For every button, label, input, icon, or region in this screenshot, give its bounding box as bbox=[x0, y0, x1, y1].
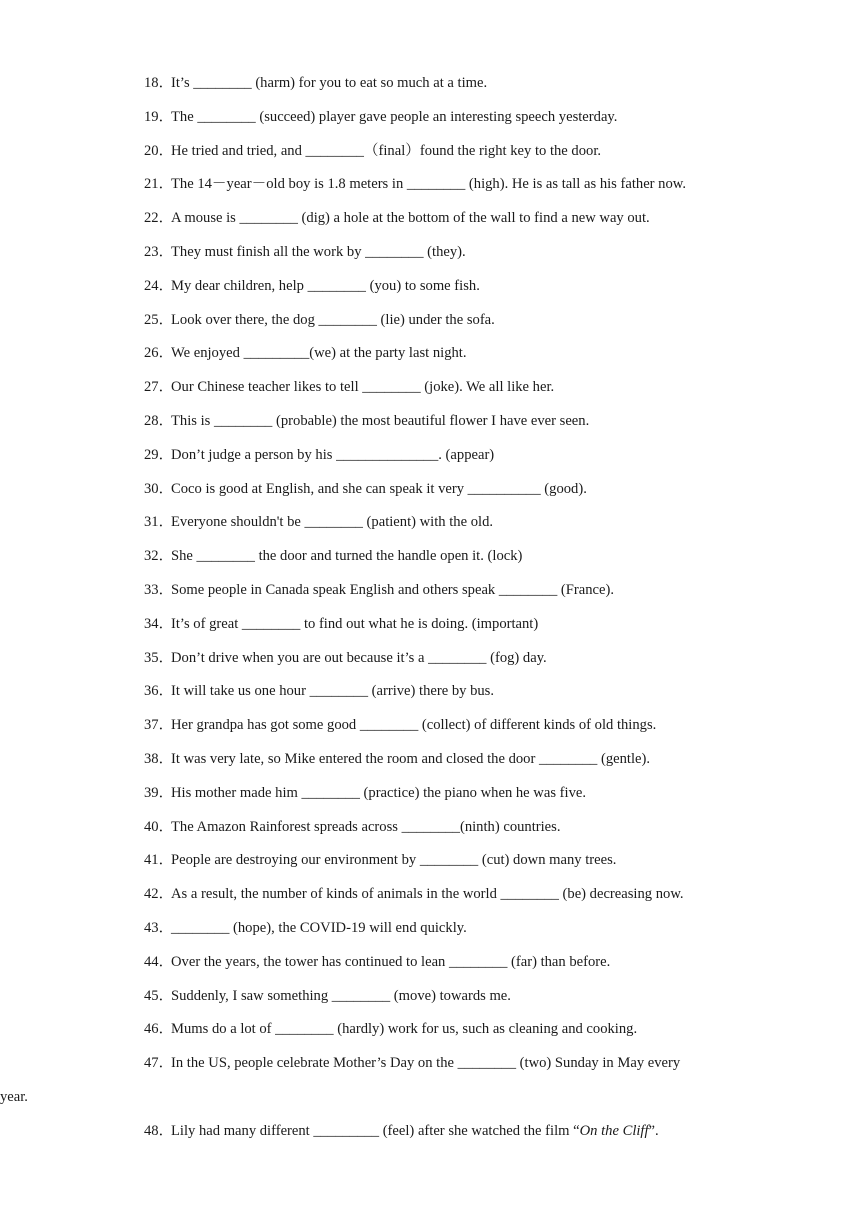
question-number: 31 bbox=[144, 514, 159, 531]
question-number: 39 bbox=[144, 784, 159, 801]
question-text: It was very late, so Mike entered the room and closed the door ________ (gentle). bbox=[171, 750, 651, 767]
number-separator: ． bbox=[158, 210, 174, 227]
number-separator: ． bbox=[158, 1055, 174, 1072]
number-separator: ． bbox=[158, 1122, 174, 1139]
number-separator: ． bbox=[158, 142, 174, 159]
question-item bbox=[144, 883, 724, 917]
question-item bbox=[144, 1052, 724, 1086]
question-text: The Amazon Rainforest spreads across ________(ninth) countries. bbox=[171, 818, 561, 835]
question-text: Our Chinese teacher likes to tell ________ (joke). We all like her. bbox=[171, 379, 555, 396]
number-separator: ． bbox=[158, 750, 174, 767]
number-separator: ． bbox=[158, 649, 174, 666]
question-text: This is ________ (probable) the most beautiful flower I have ever seen. bbox=[171, 412, 590, 429]
question-list bbox=[0, 72, 724, 1154]
question-number: 19 bbox=[144, 108, 159, 125]
question-number: 23 bbox=[144, 243, 159, 260]
question-text: Look over there, the dog ________ (lie) under the sofa. bbox=[171, 311, 495, 328]
question-item bbox=[144, 207, 724, 241]
number-separator: ． bbox=[158, 446, 174, 463]
question-text: My dear children, help ________ (you) to some fish. bbox=[171, 277, 480, 294]
question-number: 18 bbox=[144, 75, 159, 91]
question-number: 43 bbox=[144, 919, 159, 936]
number-separator: ． bbox=[158, 784, 174, 801]
question-text: People are destroying our environment by ________ (cut) down many trees. bbox=[171, 852, 617, 869]
number-separator: ． bbox=[158, 345, 174, 362]
number-separator: ． bbox=[158, 548, 174, 565]
question-text: Don’t judge a person by his ______________. (appear) bbox=[171, 446, 495, 463]
number-separator: ． bbox=[158, 581, 174, 598]
question-text: The 14－year－old boy is 1.8 meters in ________ (high). He is as tall as his father now. bbox=[171, 176, 687, 193]
question-number: 41 bbox=[144, 852, 159, 869]
question-item bbox=[144, 545, 724, 579]
question-number: 44 bbox=[144, 953, 159, 970]
question-text: The ________ (succeed) player gave people an interesting speech yesterday. bbox=[171, 108, 618, 125]
question-item bbox=[144, 1018, 724, 1052]
number-separator: ． bbox=[158, 683, 174, 700]
question-item bbox=[144, 376, 724, 410]
question-text: In the US, people celebrate Mother’s Day on the ________ (two) Sunday in May every bbox=[171, 1055, 681, 1072]
question-item bbox=[144, 816, 724, 850]
question-text: Some people in Canada speak English and others speak ________ (France). bbox=[171, 581, 614, 598]
question-number: 22 bbox=[144, 210, 159, 227]
question-continuation bbox=[0, 1086, 724, 1120]
question-number: 36 bbox=[144, 683, 159, 700]
number-separator: ． bbox=[158, 176, 174, 193]
number-separator: ． bbox=[158, 717, 174, 734]
question-item bbox=[144, 342, 724, 376]
question-item bbox=[144, 951, 724, 985]
question-text: year. bbox=[0, 1088, 28, 1105]
question-text: It will take us one hour ________ (arrive) there by bus. bbox=[171, 683, 495, 700]
question-text: It’s of great ________ to find out what he is doing. (important) bbox=[171, 615, 539, 632]
question-text: As a result, the number of kinds of animals in the world ________ (be) decreasing now. bbox=[171, 886, 684, 903]
question-number: 42 bbox=[144, 886, 159, 903]
question-item bbox=[144, 748, 724, 782]
number-separator: ． bbox=[158, 1021, 174, 1038]
question-number: 24 bbox=[144, 277, 159, 294]
question-number: 20 bbox=[144, 142, 159, 159]
question-number: 47 bbox=[144, 1055, 159, 1072]
question-text: Lily had many different _________ (feel) after she watched the film “ bbox=[171, 1122, 580, 1139]
question-item bbox=[144, 1120, 724, 1154]
question-number: 48 bbox=[144, 1122, 159, 1139]
question-item bbox=[144, 173, 724, 207]
question-number: 45 bbox=[144, 987, 159, 1004]
question-text: Mums do a lot of ________ (hardly) work for us, such as cleaning and cooking. bbox=[171, 1021, 638, 1038]
question-item bbox=[144, 140, 724, 174]
number-separator: ． bbox=[158, 886, 174, 903]
number-separator: ． bbox=[158, 818, 174, 835]
question-text: His mother made him ________ (practice) the piano when he was five. bbox=[171, 784, 586, 801]
number-separator: ． bbox=[158, 615, 174, 632]
question-number: 21 bbox=[144, 176, 159, 193]
question-text: He tried and tried, and ________（final）found the right key to the door. bbox=[171, 142, 602, 159]
number-separator: ． bbox=[158, 852, 174, 869]
question-number: 25 bbox=[144, 311, 159, 328]
question-item bbox=[144, 613, 724, 647]
number-separator: ． bbox=[158, 243, 174, 260]
question-text-end: ”. bbox=[648, 1122, 659, 1139]
question-item bbox=[144, 444, 724, 478]
number-separator: ． bbox=[158, 987, 174, 1004]
question-item bbox=[144, 714, 724, 748]
question-text: She ________ the door and turned the handle open it. (lock) bbox=[171, 548, 523, 565]
question-number: 26 bbox=[144, 345, 159, 362]
question-number: 34 bbox=[144, 615, 159, 632]
question-item bbox=[144, 309, 724, 343]
question-text: Over the years, the tower has continued to lean ________ (far) than before. bbox=[171, 953, 611, 970]
question-text: Suddenly, I saw something ________ (move) towards me. bbox=[171, 987, 511, 1004]
question-item bbox=[144, 985, 724, 1019]
question-number: 32 bbox=[144, 548, 159, 565]
question-text: Don’t drive when you are out because it’s a ________ (fog) day. bbox=[171, 649, 547, 666]
number-separator: ． bbox=[158, 480, 174, 497]
question-item bbox=[144, 106, 724, 140]
number-separator: ． bbox=[158, 75, 174, 91]
question-text: Her grandpa has got some good ________ (collect) of different kinds of old things. bbox=[171, 717, 657, 734]
question-item bbox=[144, 511, 724, 545]
film-title: On the Cliff bbox=[579, 1122, 649, 1139]
number-separator: ． bbox=[158, 412, 174, 429]
question-text: ________ (hope), the COVID-19 will end quickly. bbox=[171, 919, 467, 936]
question-item bbox=[144, 849, 724, 883]
question-number: 37 bbox=[144, 717, 159, 734]
question-item bbox=[144, 241, 724, 275]
number-separator: ． bbox=[158, 277, 174, 294]
question-text: They must finish all the work by ________ (they). bbox=[171, 243, 466, 260]
number-separator: ． bbox=[158, 311, 174, 328]
number-separator: ． bbox=[158, 953, 174, 970]
question-item bbox=[144, 680, 724, 714]
number-separator: ． bbox=[158, 379, 174, 396]
question-number: 38 bbox=[144, 750, 159, 767]
question-item bbox=[144, 275, 724, 309]
question-item bbox=[144, 579, 724, 613]
question-number: 46 bbox=[144, 1021, 159, 1038]
question-number: 35 bbox=[144, 649, 159, 666]
question-item bbox=[144, 647, 724, 681]
question-number: 30 bbox=[144, 480, 159, 497]
question-text: Coco is good at English, and she can speak it very __________ (good). bbox=[171, 480, 587, 497]
number-separator: ． bbox=[158, 514, 174, 531]
question-number: 29 bbox=[144, 446, 159, 463]
number-separator: ． bbox=[158, 919, 174, 936]
number-separator: ． bbox=[158, 108, 174, 125]
question-item bbox=[144, 72, 724, 106]
question-number: 28 bbox=[144, 412, 159, 429]
question-number: 40 bbox=[144, 818, 159, 835]
question-number: 33 bbox=[144, 581, 159, 598]
question-text: Everyone shouldn't be ________ (patient) with the old. bbox=[171, 514, 494, 531]
question-text: It’s ________ (harm) for you to eat so much at a time. bbox=[171, 75, 488, 91]
question-item bbox=[144, 410, 724, 444]
question-item bbox=[144, 917, 724, 951]
question-text: A mouse is ________ (dig) a hole at the bottom of the wall to find a new way out. bbox=[171, 210, 650, 227]
question-number: 27 bbox=[144, 379, 159, 396]
question-item bbox=[144, 782, 724, 816]
question-text: We enjoyed _________(we) at the party last night. bbox=[171, 345, 467, 362]
question-item bbox=[144, 478, 724, 512]
